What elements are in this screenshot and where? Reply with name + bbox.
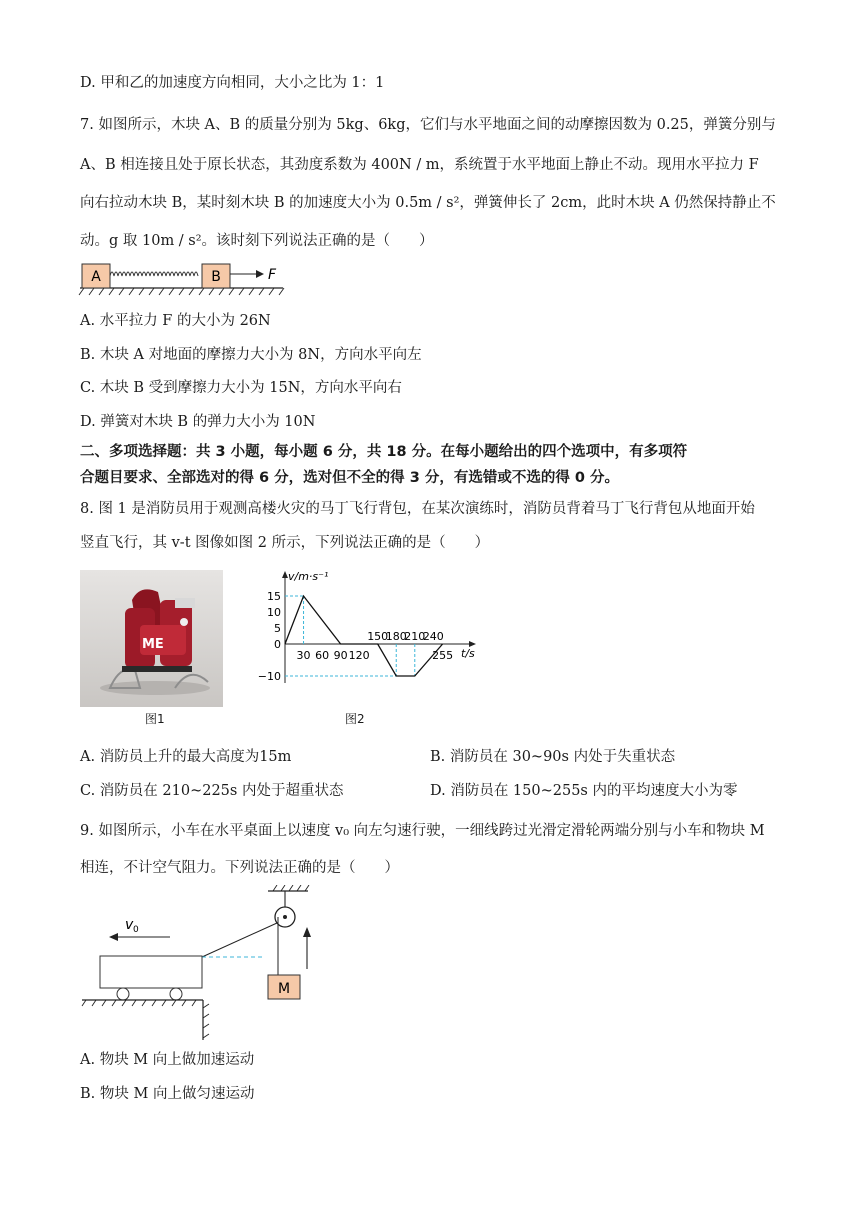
vt-x-tick-label: 210	[404, 630, 426, 643]
q7-stem-line-3: 向右拉动木块 B，某时刻木块 B 的加速度大小为 0.5m / s²，弹簧伸长了 2cm，此时木块 A 仍然保持静止不	[80, 195, 776, 211]
q6-option-d: D. 甲和乙的加速度方向相同，大小之比为 1：1	[80, 75, 385, 91]
q8-stem-line-1: 8. 图 1 是消防员用于观测高楼火灾的马丁飞行背包，在某次演练时，消防员背着马丁飞行背包从地面开始	[80, 501, 755, 517]
vt-chart-ylabel: v/m·s⁻¹	[288, 570, 329, 583]
vt-x-tick-label: 30	[296, 649, 311, 662]
vt-chart-xlabel: t/s	[461, 647, 475, 660]
q7-spring-figure	[78, 258, 293, 296]
q8-stem-line-2: 竖直飞行，其 v-t 图像如图 2 所示，下列说法正确的是（ ）	[80, 535, 490, 551]
q7-stem-line-1: 7. 如图所示，木块 A、B 的质量分别为 5kg、6kg，它们与水平地面之间的动摩擦因数为 0.25，弹簧分别与	[80, 117, 776, 133]
q7-option-b: B. 木块 A 对地面的摩擦力大小为 8N，方向水平向左	[80, 347, 422, 363]
left-arrow-icon	[109, 933, 118, 941]
vt-x-tick-label: 150	[367, 630, 389, 643]
q7-option-c: C. 木块 B 受到摩擦力大小为 15N，方向水平向右	[80, 380, 402, 396]
fig1-caption: 图1	[145, 712, 165, 726]
force-label: F	[268, 267, 277, 283]
q9-stem-line-1: 9. 如图所示，小车在水平桌面上以速度 v₀ 向左匀速行驶，一细线跨过光滑定滑轮两端分别与小车和物块 M	[80, 823, 765, 839]
vt-x-tick-label: 120	[348, 649, 370, 662]
section-2-heading-line-1: 二、多项选择题：共 3 小题，每小题 6 分，共 18 分。在每小题给出的四个选项中，有多项符	[80, 444, 688, 460]
velocity-subscript: 0	[133, 925, 139, 935]
q9-option-a: A. 物块 M 向上做加速运动	[80, 1052, 255, 1068]
vt-x-tick-label: 90	[333, 649, 348, 662]
vt-chart	[255, 567, 485, 687]
vt-y-tick-label: 15	[267, 590, 281, 603]
q7-option-a: A. 水平拉力 F 的大小为 26N	[80, 313, 271, 329]
q7-stem-line-2: A、B 相连接且处于原长状态，其劲度系数为 400N / m，系统置于水平地面上静止不动。现用水平拉力 F	[80, 157, 759, 173]
q8-option-d: D. 消防员在 150~255s 内的平均速度大小为零	[430, 783, 738, 799]
vt-y-tick-label: −10	[257, 670, 281, 683]
q7-stem-line-4: 动。g 取 10m / s²。该时刻下列说法正确的是（ ）	[80, 233, 434, 249]
vt-y-tick-label: 5	[274, 622, 281, 635]
fig2-caption: 图2	[345, 712, 365, 726]
q9-option-b: B. 物块 M 向上做匀速运动	[80, 1086, 255, 1102]
block-m-label: M	[277, 981, 291, 997]
q9-stem-line-2: 相连，不计空气阻力。下列说法正确的是（ ）	[80, 860, 399, 876]
vt-y-tick-label: 0	[274, 638, 281, 651]
wheel-icon	[170, 988, 182, 1000]
spring	[110, 272, 198, 276]
vt-x-tick-label: 60	[315, 649, 330, 662]
section-2-heading-line-2: 合题目要求、全部选对的得 6 分，选对但不全的得 3 分，有选错或不选的得 0 分。	[80, 470, 620, 486]
block-a-label: A	[91, 269, 101, 285]
block-b-label: B	[211, 269, 221, 285]
q8-option-b: B. 消防员在 30~90s 内处于失重状态	[430, 749, 676, 765]
vt-x-tick-label: 240	[422, 630, 444, 643]
wheel-icon	[117, 988, 129, 1000]
vt-x-tick-label: 180	[385, 630, 407, 643]
jetpack-photo	[80, 570, 223, 707]
vt-y-tick-label: 10	[267, 606, 281, 619]
velocity-label: v	[125, 917, 134, 933]
force-arrow-icon	[256, 270, 264, 278]
q8-option-a: A. 消防员上升的最大高度为15m	[80, 749, 292, 765]
cart	[100, 956, 202, 988]
q7-option-d: D. 弹簧对木块 B 的弹力大小为 10N	[80, 414, 316, 430]
q9-pulley-figure	[78, 885, 318, 1043]
jetpack-photo-label: ME	[142, 637, 164, 652]
vt-x-tick-label: 255	[432, 649, 454, 662]
up-arrow-icon	[303, 927, 311, 937]
q8-option-c: C. 消防员在 210~225s 内处于超重状态	[80, 783, 344, 799]
